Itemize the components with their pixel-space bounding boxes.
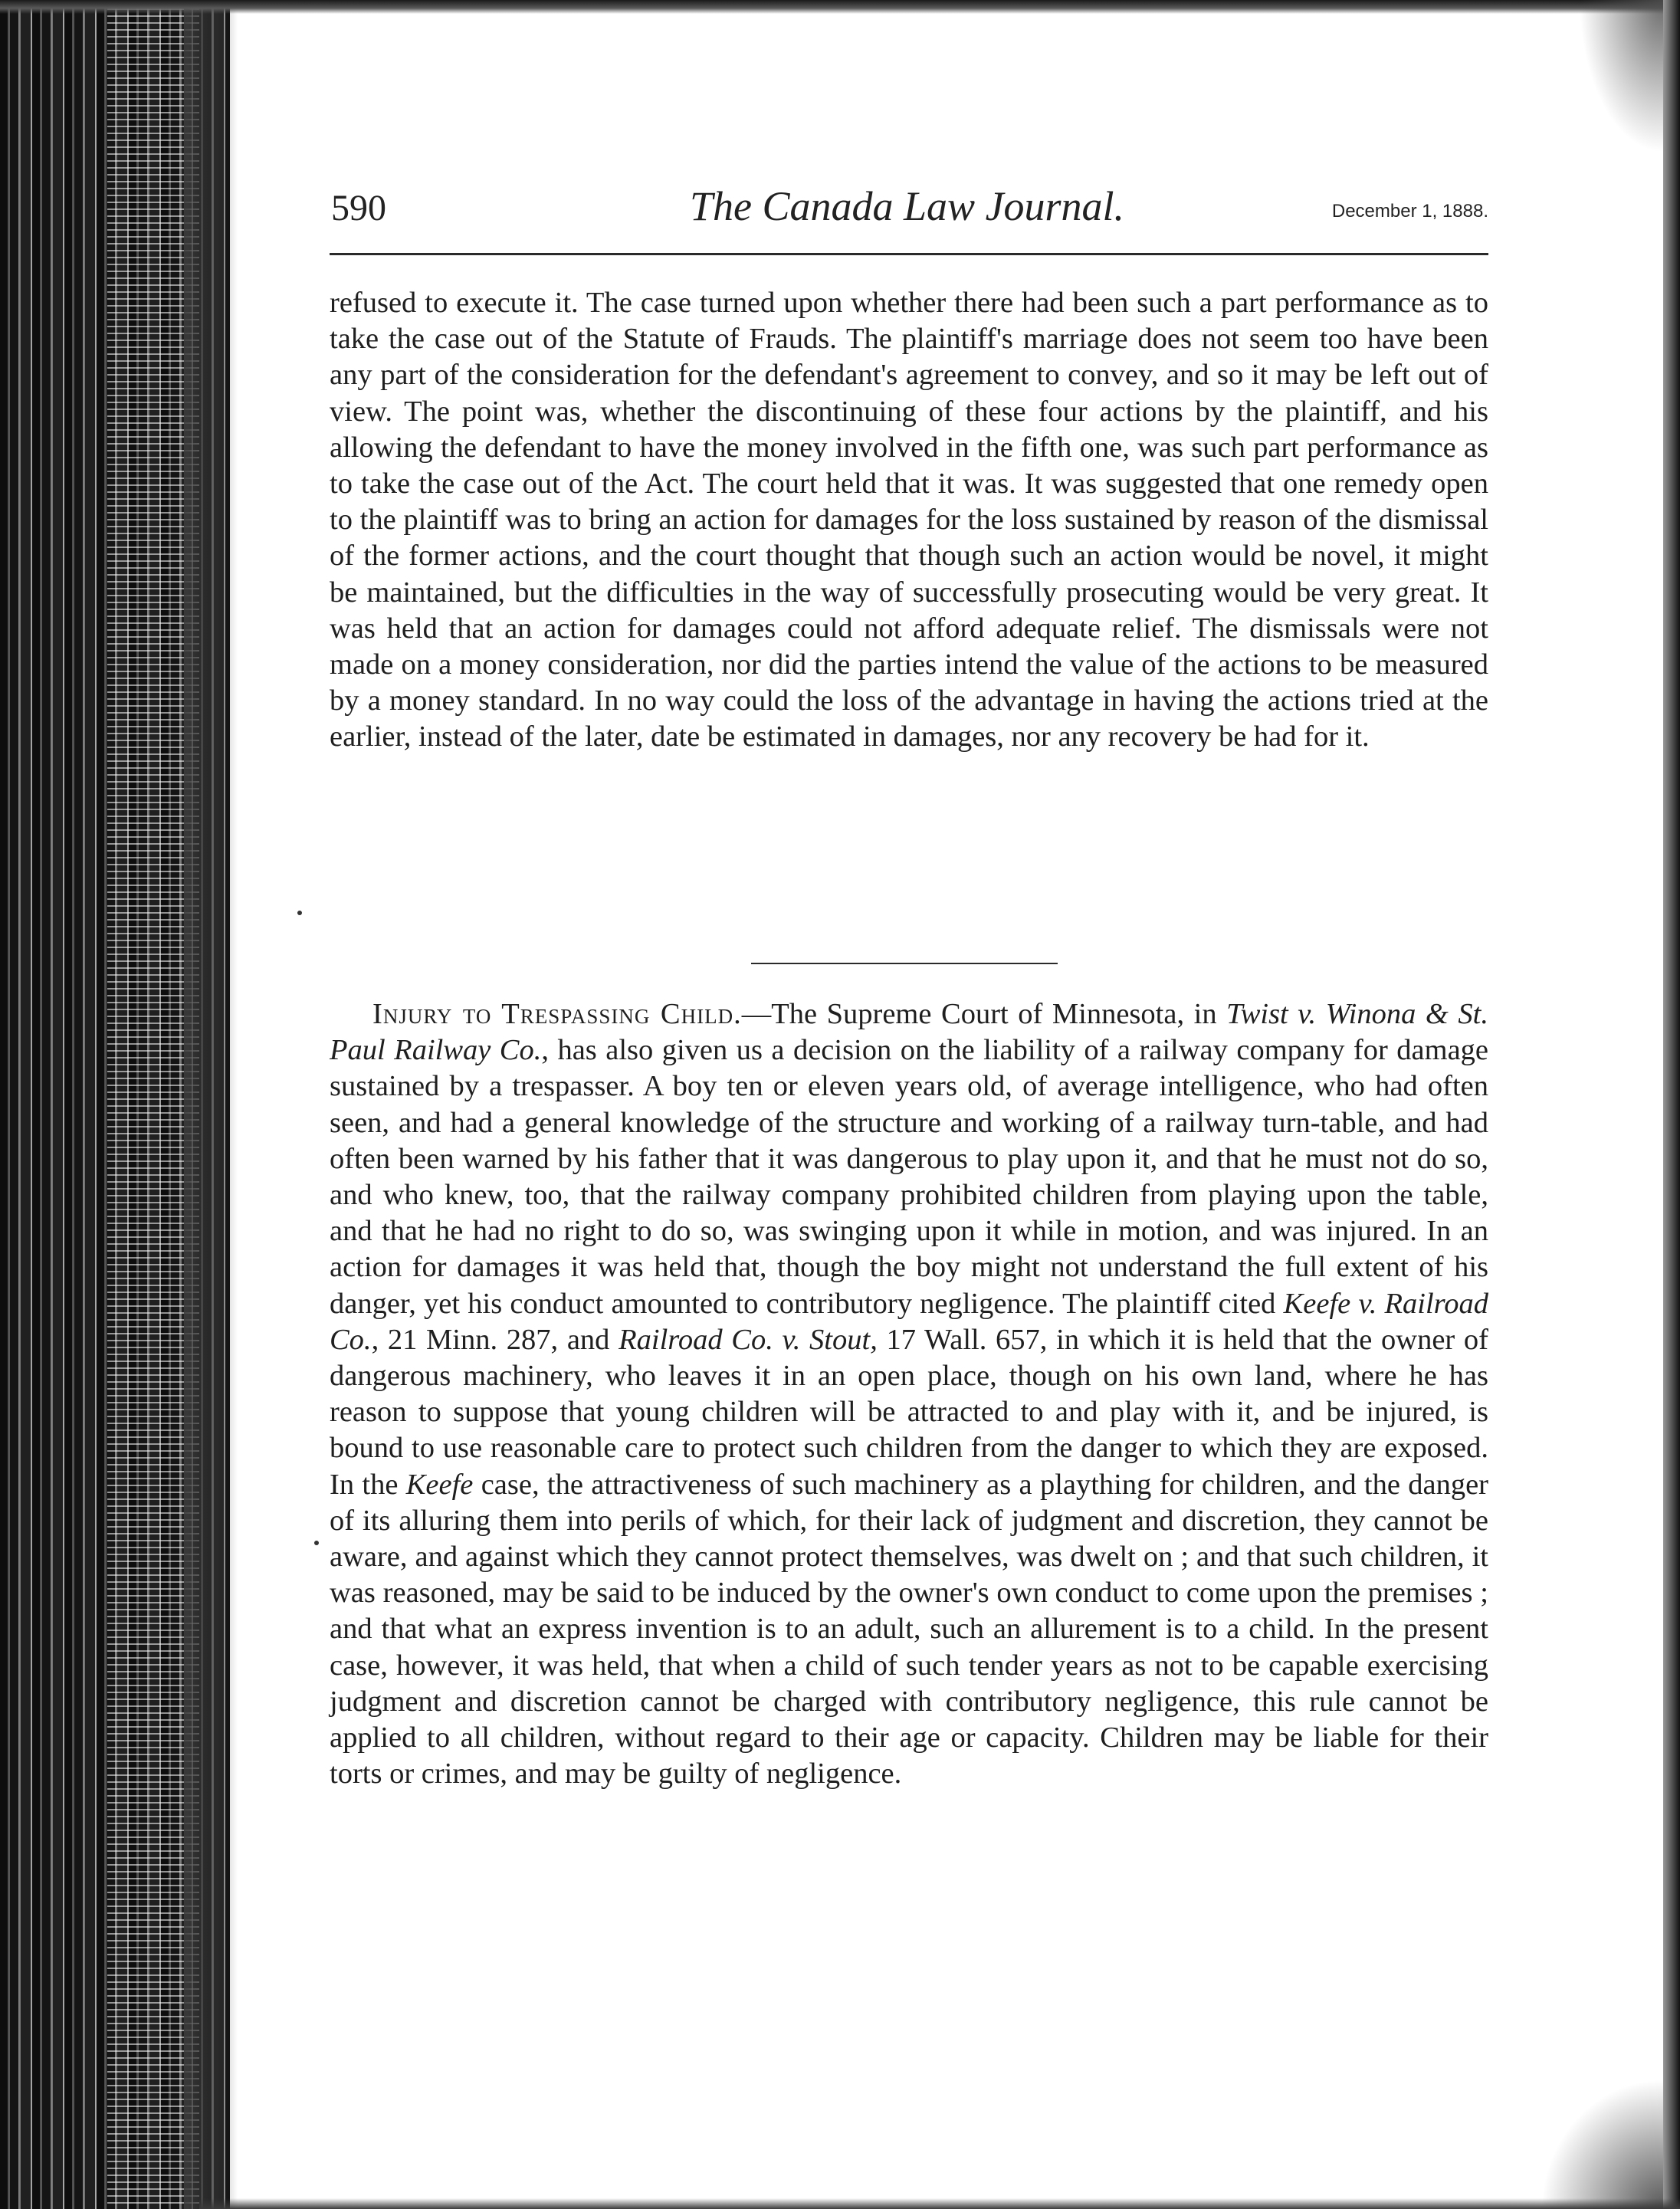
scan-corner-bottom-right	[1541, 2079, 1663, 2209]
margin-speck	[314, 1541, 319, 1545]
page-number: 590	[331, 188, 386, 228]
case-citation: Keefe v. Railroad Co.	[330, 1287, 1488, 1356]
text-run: , has also given us a decision on the liability of a railway company for damage sustained by a trespasser. A boy ten or eleven years old, of average intelligence, who had often seen, and had a general knowledge of the structure and working of a railway turn-table, and had often been warned by his father that it was dangerous to play upon it, and that he must not do so, and who knew, too, that the railway company prohibited children from playing upon the table, and that he had no right to do so, was swinging upon it while in motion, and was injured. In an action for damages it was held that, though the boy might not understand the full extent of his danger, yet his conduct amounted to contributory negligence. The plaintiff cited	[330, 1034, 1488, 1320]
section-divider	[751, 963, 1058, 964]
margin-speck	[297, 911, 302, 915]
paragraph-text: refused to execute it. The case turned upon whether there had been such a part performance as to take the case out of the Statute of Frauds. The plaintiff's marriage does not seem too have been any part of the consideration for the defendant's agreement to convey, and so it may be left out of view. The point was, whether the discontinuing of these four actions by the plaintiff, and his allowing the defendant to have the money involved in the fifth one, was such part performance as to take the case out of the Act. The court held that it was. It was suggested that one remedy open to the plaintiff was to bring an action for damages for the loss sustained by reason of the dismissal of the former actions, and the court thought that though such an action would be novel, it might be maintained, but the difficulties in the way of successfully prosecuting would be very great. It was held that an action for damages could not afford adequate relief. The dismissals were not made on a money consideration, nor did the parties intend the value of the actions to be measured by a money standard. In no way could the loss of the advantage in having the actions tried at the earlier, instead of the later, date be estimated in damages, nor any recovery be had for it.	[330, 287, 1488, 753]
scan-corner-top-right	[1579, 0, 1663, 153]
case-citation: Twist v. Winona & St. Paul Railway Co.	[330, 998, 1488, 1067]
case-citation: Keefe	[405, 1468, 474, 1501]
text-run: case, the attractiveness of such machinery as a plaything for children, and the danger of its alluring them into perils of which, for their lack of judgment and discretion, they cannot be aware, and against which they cannot protect themselves, was dwelt on ; and that such children, it was reasoned, may be said to be induced by the owner's own conduct to come upon the premises ; and that what an express invention is to an adult, such an allurement is to a child. In the present case, however, it was held, that when a child of such tender years as not to be capable exercising judgment and discretion cannot be charged with contributory negligence, this rule cannot be applied to all children, without regard to their age or capacity. Children may be liable for their torts or crimes, and may be guilty of negligence.	[330, 1468, 1489, 1791]
scan-top-edge	[0, 0, 1680, 14]
text-run: , 21 Minn. 287, and	[371, 1323, 619, 1356]
text-run: —The Supreme Court of Minnesota, in	[741, 998, 1227, 1030]
page-header	[331, 181, 1488, 242]
text-run: 17 Wall. 657, in which it is held that the owner of dangerous machinery, who leaves it in an open place, though on his own land, where he has reason to suppose that young children will be attracted to and play with it, and be injured, is bound to use reasonable care to protect such children from the danger to which they are exposed. In the	[330, 1323, 1488, 1501]
scan-right-edge	[1663, 0, 1680, 2209]
section-heading: Injury to Trespassing Child.	[372, 998, 742, 1030]
header-rule	[330, 253, 1488, 255]
paragraph-section	[330, 996, 1488, 1792]
journal-title: The Canada Law Journal.	[690, 183, 1125, 229]
section-paragraph	[330, 996, 1488, 1792]
case-citation: Railroad Co. v. Stout,	[619, 1323, 878, 1356]
issue-date: December 1, 1888.	[1331, 201, 1488, 222]
paragraph-continued	[330, 285, 1488, 756]
scan-bottom-edge	[199, 2198, 1680, 2209]
binding-gutter-fade	[184, 0, 238, 2209]
